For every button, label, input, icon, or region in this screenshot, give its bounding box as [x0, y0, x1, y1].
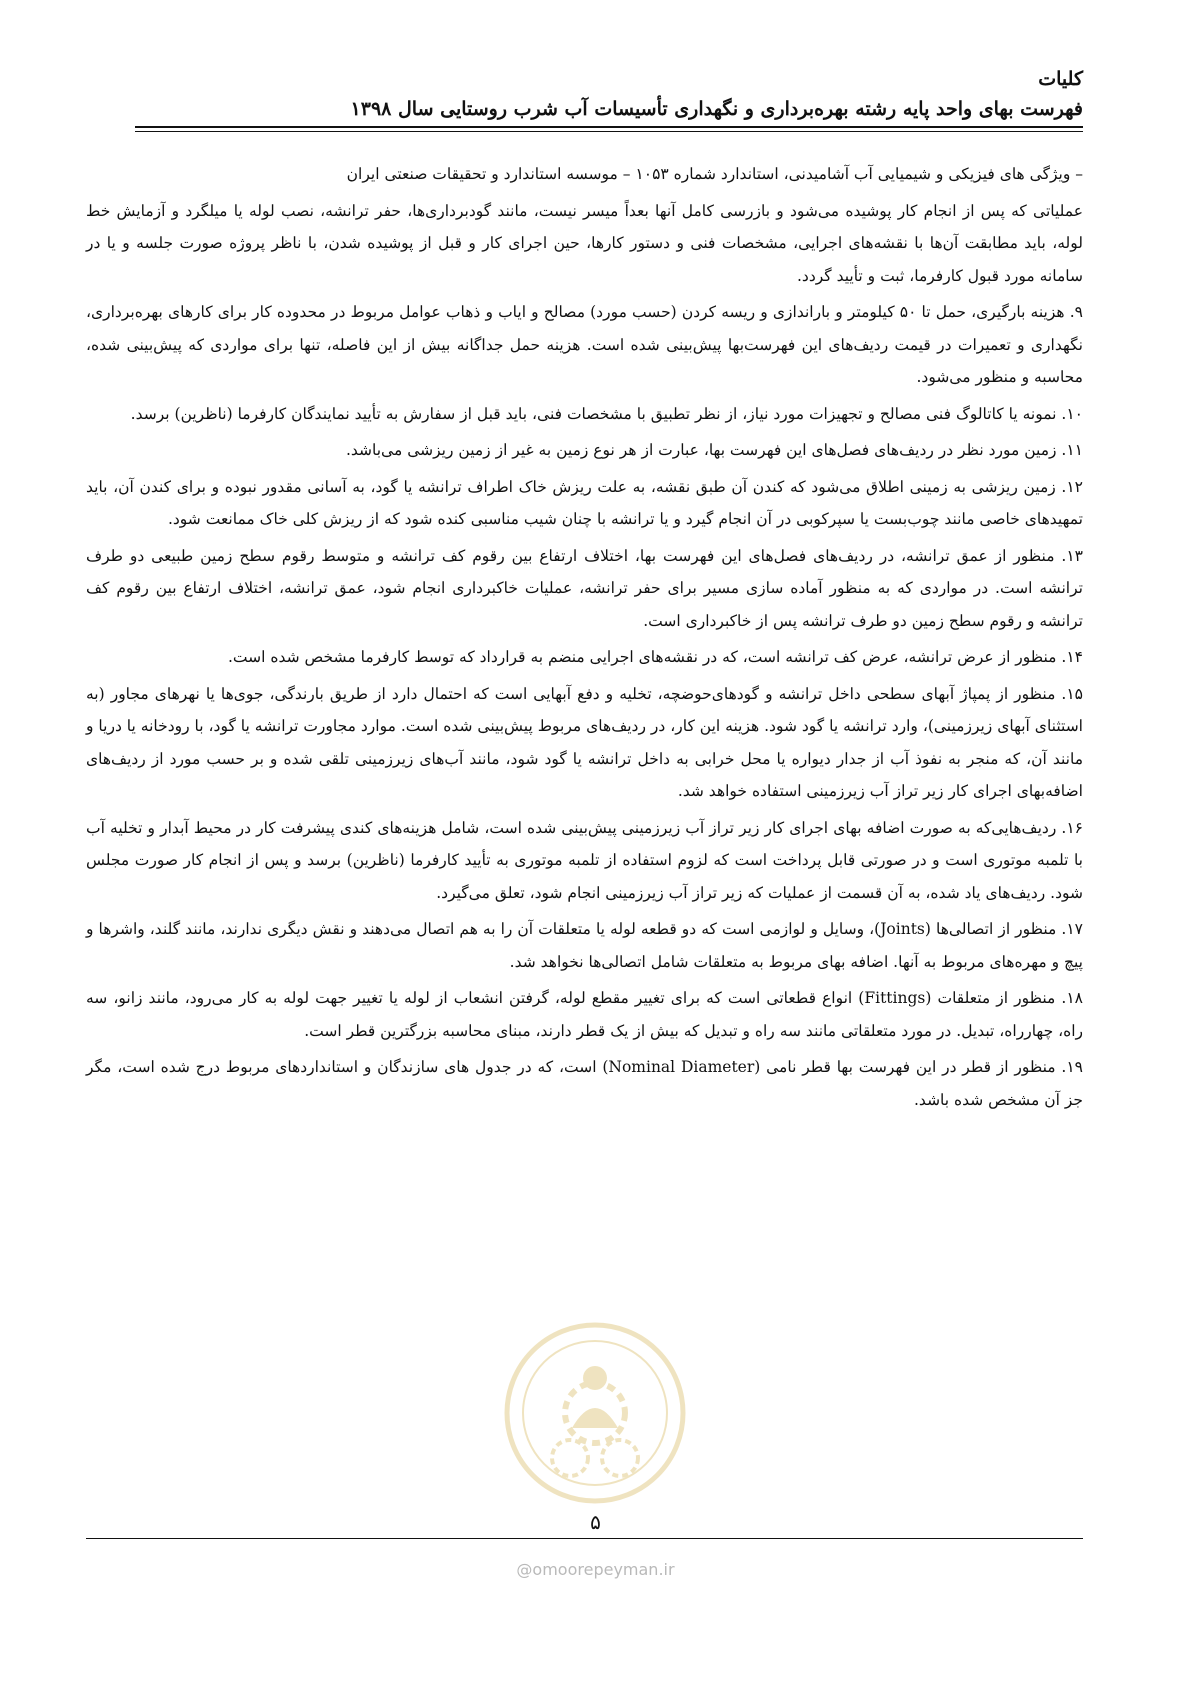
paragraph: ۱۸. منظور از متعلقات (Fittings) انواع قطعاتی است که برای تغییر مقطع لوله، گرفتن انشعاب از لوله یا تغییر جهت لوله به کار می‌رود، مانند زانو، سه راه، چهارراه، تبدیل. در مورد متعلقاتی مانند سه راه و تبدیل که بیش از یک قطر دارند، مبنای محاسبه بزرگترین قطر است.: [86, 989, 1083, 1040]
paragraph: ۱۶. ردیف‌هایی‌که به صورت اضافه بهای اجرای کار زیر تراز آب زیرزمینی پیش‌بینی شده است، شامل هزینه‌های کندی پیشرفت کار در محیط آبدار و تخلیه آب با تلمبه موتوری است و در صورتی قابل پرداخت است که لزوم استفاده از تلمبه موتوری به تأیید کارفرما (ناظرین) برسد و پس از انجام کار صورت مجلس شود. ردیف‌های یاد شده، به آن قسمت از عملیات که زیر تراز آب زیرزمینی انجام شود، تعلق می‌گیرد.: [86, 818, 1083, 902]
footer-rule: [86, 1538, 1083, 1539]
page-number: ۵: [590, 1510, 601, 1534]
paragraph: ۱۰. نمونه یا کاتالوگ فنی مصالح و تجهیزات مورد نیاز، از نظر تطبیق با مشخصات فنی، باید قبل از سفارش به تأیید نمایندگان کارفرما (ناظرین) برسد.: [130, 404, 1083, 423]
paragraph: ۱۹. منظور از قطر در این فهرست بها قطر نامی (Nominal Diameter) است، که در جدول های سازندگان و استانداردهای مربوط درج شده است، مگر جز آن مشخص شده باشد.: [86, 1058, 1084, 1109]
section-title: کلیات: [1038, 68, 1083, 90]
document-title: فهرست بهای واحد پایه رشته بهره‌برداری و نگهداری تأسیسات آب شرب روستایی سال ۱۳۹۸: [350, 98, 1083, 120]
paragraph: ۱۱. زمین مورد نظر در ردیف‌های فصل‌های این فهرست بها، عبارت از هر نوع زمین به غیر از زمین ریزشی می‌باشد.: [345, 441, 1083, 459]
paragraph: ۱۲. زمین ریزشی به زمینی اطلاق می‌شود که کندن آن طبق نقشه، به علت ریزش خاک اطراف ترانشه یا گود، به آسانی مقدور نبوده و برای کندن آن، باید تمهیدهای خاصی مانند چوب‌بست یا سپرکوبی در آن انجام گیرد و یا ترانشه با چنان شیب مناسبی کنده شود که از ریزش کلی خاک ممانعت شود.: [86, 477, 1083, 528]
paragraph: ۱۵. منظور از پمپاژ آبهای سطحی داخل ترانشه و گودهای‌حوضچه، تخلیه و دفع آبهایی است که احتمال دارد از طریق بارندگی، جوی‌ها یا نهرهای مجاور (به استثنای آبهای زیرزمینی)، وارد ترانشه یا گود شود. هزینه این کار، در ردیف‌های مربوط پیش‌بینی شده است. موارد مجاورت ترانشه یا گود، با رودخانه یا دریا و مانند آن، که منجر به نفوذ آب از جدار دیواره یا محل خرابی به داخل ترانشه یا گود شود، مانند آب‌های زیرزمینی تلقی شده و بر حسب مورد از ردیف‌های اضافه‌بهای اجرای کار زیر تراز آب زیرزمینی استفاده خواهد شد.: [86, 684, 1083, 800]
watermark: @omoorepeyman.ir: [516, 1560, 675, 1579]
paragraph: ۹. هزینه بارگیری، حمل تا ۵۰ کیلومتر و باراندازی و ریسه کردن (حسب مورد) مصالح و ایاب و ذهاب عوامل مربوط در محدوده کار برای کارهای بهره‌برداری، نگهداری و تعمیرات در قیمت ردیف‌های این فهرست‌بها پیش‌بینی شده است. هزینه حمل جداگانه بیش از این فاصله، تنها برای مواردی که پیش‌بینی شده، محاسبه و منظور می‌شود.: [86, 303, 1083, 386]
paragraph: عملیاتی که پس از انجام کار پوشیده می‌شود و بازرسی کامل آنها بعداً میسر نیست، مانند گودبرداری‌ها، حفر ترانشه، نصب لوله یا میلگرد و آزمایش خط لوله، باید مطابقت آن‌ها با نقشه‌های اجرایی، مشخصات فنی و دستور کارها، حین اجرای کار و قبل از پوشیده شدن، با ناظر پروژه صورت جلسه و یا در سامانه مورد قبول کارفرما، ثبت و تأیید گردد.: [86, 201, 1083, 285]
paragraph: – ویژگی های فیزیکی و شیمیایی آب آشامیدنی، استاندارد شماره ۱۰۵۳ – موسسه استاندارد و تحقیقات صنعتی ایران: [346, 165, 1083, 183]
paragraph: ۱۷. منظور از اتصالی‌ها (Joints)، وسایل و لوازمی است که دو قطعه لوله یا متعلقات آن را به هم اتصال می‌دهند و نقش دیگری ندارند، مانند گلند، واشرها و پیچ و مهره‌های مربوط به آنها. اضافه بهای مربوط به متعلقات شامل اتصالی‌ها نخواهد شد.: [86, 920, 1083, 971]
stamp-seal-icon: [500, 1318, 690, 1508]
header-rule-thick: [135, 126, 1083, 128]
paragraph: ۱۳. منظور از عمق ترانشه، در ردیف‌های فصل‌های این فهرست بها، اختلاف ارتفاع بین رقوم کف ترانشه و متوسط رقوم سطح زمین طبیعی دو طرف ترانشه است. در مواردی که به منظور آماده سازی مسیر برای حفر ترانشه، عملیات خاکبرداری انجام شود، عمق ترانشه، اختلاف ارتفاع بین رقوم کف ترانشه و رقوم سطح زمین دو طرف ترانشه پس از خاکبرداری است.: [86, 546, 1083, 630]
header-rule-thin: [135, 131, 1083, 132]
paragraph: ۱۴. منظور از عرض ترانشه، عرض کف ترانشه است، که در نقشه‌های اجرایی منضم به قرارداد که توسط کارفرما مشخص شده است.: [228, 648, 1083, 666]
document-body: [86, 158, 1083, 1120]
